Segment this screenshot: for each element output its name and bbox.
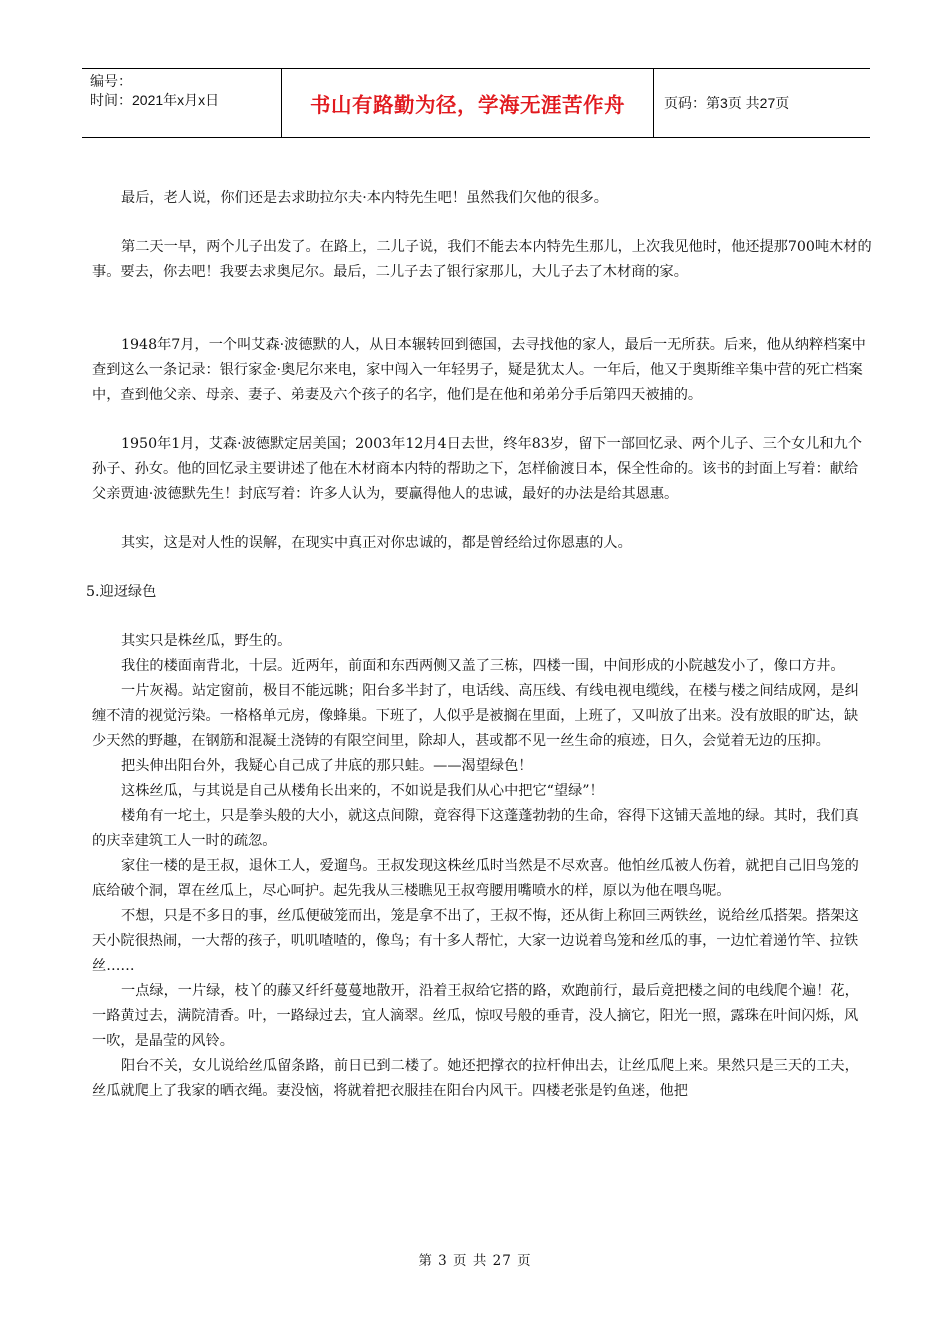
document-number-label: 编号： [90, 73, 132, 89]
section-title: 5.迎迓绿色 [86, 584, 157, 600]
essay-paragraph: 这株丝瓜，与其说是自己从楼角长出来的，不如说是我们从心中把它“望绿”！ [121, 783, 604, 799]
paragraph: 1950年1月，艾森·波德默定居美国；2003年12月4日去世，终年83岁，留下一部回忆录、两个儿子、三个女儿和九个孙子、孙女。他的回忆录主要讲述了他在木材商本内特的帮助之下，怎样偷渡日本，保全性命的。该书的封面上写着：献给父亲贾迪·波德默先生！封底写着：许多人认为，要赢得他人的忠诚，最好的办法是给其恩惠。 [92, 436, 862, 502]
essay-paragraph: 阳台不关，女儿说给丝瓜留条路，前日已到二楼了。她还把撑衣的拉杆伸出去，让丝瓜爬上来。果然只是三天的工夫，丝瓜就爬上了我家的晒衣绳。妻没恼，将就着把衣服挂在阳台内风干。四楼老张是钓鱼迷，他把 [92, 1058, 859, 1099]
page-header [82, 68, 870, 138]
essay-paragraph: 把头伸出阳台外，我疑心自己成了井底的那只蛙。——渴望绿色！ [121, 758, 533, 774]
essay-paragraph: 一片灰褐。站定窗前，极目不能远眺；阳台多半封了，电话线、高压线、有线电视电缆线，在楼与楼之间结成网，是纠缠不清的视觉污染。一格格单元房，像蜂巢。下班了，人似乎是被搁在里面，上班了，又叫放了出来。没有放眼的旷达，缺少天然的野趣，在钢筋和混凝土浇铸的有限空间里，除却人，甚或都不见一丝生命的痕迹，日久，会觉着无边的压抑。 [92, 683, 859, 749]
paragraph: 最后，老人说，你们还是去求助拉尔夫·本内特先生吧！虽然我们欠他的很多。 [121, 190, 608, 206]
page-footer: 第 3 页 共 27 页 [418, 1253, 532, 1269]
header-page-info: 页码：第3页 共27页 [664, 95, 790, 111]
document-body [86, 186, 872, 1104]
essay-paragraph: 家住一楼的是王叔，退休工人，爱遛鸟。王叔发现这株丝瓜时当然是不尽欢喜。他怕丝瓜被人伤着，就把自己旧鸟笼的底给破个洞，罩在丝瓜上，尽心呵护。起先我从三楼瞧见王叔弯腰用嘴喷水的样，原以为他在喂鸟呢。 [92, 858, 859, 899]
essay-paragraph: 不想，只是不多日的事，丝瓜便破笼而出，笼是拿不出了，王叔不悔，还从街上称回三两铁丝，说给丝瓜搭架。搭架这天小院很热闹，一大帮的孩子，叽叽喳喳的，像鸟；有十多人帮忙，大家一边说着鸟笼和丝瓜的事，一边忙着递竹竿、拉铁丝…… [92, 908, 859, 974]
header-motto: 书山有路勤为径，学海无涯苦作舟 [282, 69, 654, 137]
paragraph: 其实，这是对人性的误解，在现实中真正对你忠诚的，都是曾经给过你恩惠的人。 [121, 535, 632, 551]
essay-paragraph: 我住的楼面南背北，十层。近两年，前面和东西两侧又盖了三栋，四楼一围，中间形成的小院越发小了，像口方井。 [121, 658, 845, 674]
paragraph: 第二天一早，两个儿子出发了。在路上，二儿子说，我们不能去本内特先生那儿，上次我见他时，他还提那700吨木材的事。要去，你去吧！我要去求奥尼尔。最后，二儿子去了银行家那儿，大儿子去了木材商的家。 [92, 239, 872, 280]
essay-paragraph: 一点绿，一片绿，枝丫的藤又纤纤蔓蔓地散开，沿着王叔给它搭的路，欢跑前行，最后竟把楼之间的电线爬个遍！花，一路黄过去，满院清香。叶，一路绿过去，宜人滴翠。丝瓜，惊叹号般的垂青，没人摘它，阳光一照，露珠在叶间闪烁，风一吹，是晶莹的风铃。 [92, 983, 859, 1049]
essay-paragraph: 楼角有一坨土，只是拳头般的大小，就这点间隙，竟容得下这蓬蓬勃勃的生命，容得下这铺天盖地的绿。其时，我们真的庆幸建筑工人一时的疏忽。 [92, 808, 859, 849]
essay-paragraph: 其实只是株丝瓜，野生的。 [121, 633, 292, 649]
paragraph: 1948年7月，一个叫艾森·波德默的人，从日本辗转回到德国，去寻找他的家人，最后一无所获。后来，他从纳粹档案中查到这么一条记录：银行家金·奥尼尔来电，家中闯入一年轻男子，疑是犹太人。一年后，他又于奥斯维辛集中营的死亡档案中，查到他父亲、母亲、妻子、弟妻及六个孩子的名字，他们是在他和弟弟分手后第四天被捕的。 [92, 337, 866, 403]
header-meta [82, 69, 282, 137]
document-date: 时间：2021年x月x日 [90, 92, 220, 108]
